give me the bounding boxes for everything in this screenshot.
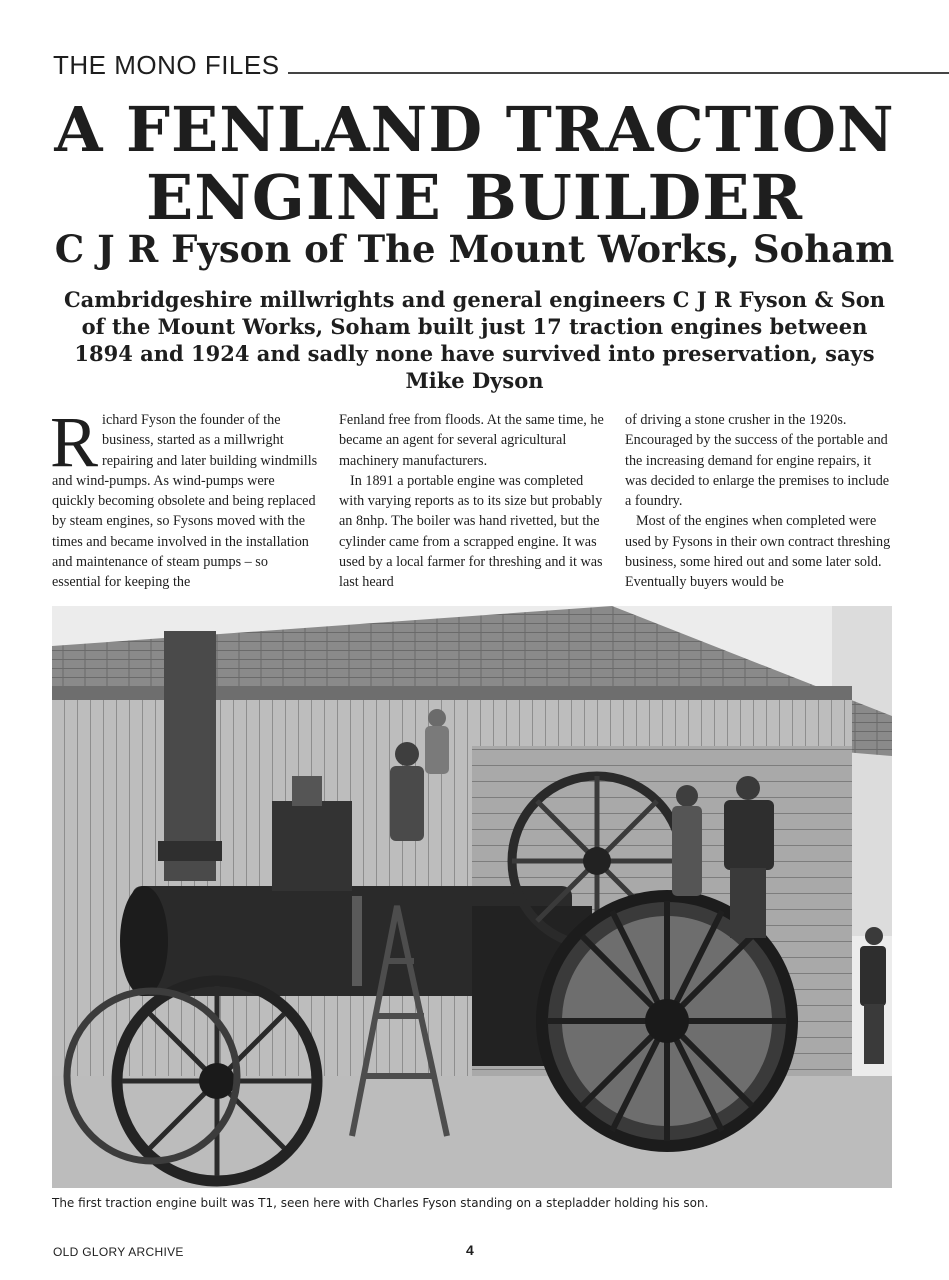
article-paragraph xyxy=(50,402,320,593)
article-column-2 xyxy=(339,410,607,593)
footer-publication: OLD GLORY ARCHIVE xyxy=(53,1245,184,1259)
photo-traction-engine xyxy=(52,606,892,1188)
article-paragraph: In 1891 a portable engine was completed with varying reports as to its size but probably an 8nhp. The boiler was hand rivetted, but the cylinder came from a scrapped engine. It was used by a local farmer for threshing and it was last heard xyxy=(339,472,603,591)
article-paragraph: Most of the engines when completed were used by Fysons in their own contract threshing business, some hired out and some later sold. Eventually buyers would be xyxy=(625,513,891,591)
headline-line-1: A FENLAND TRACTION xyxy=(54,93,895,166)
photo-illustration xyxy=(52,606,892,1188)
page-number: 4 xyxy=(466,1242,474,1258)
section-label: THE MONO FILES xyxy=(53,50,280,80)
section-rule xyxy=(288,72,949,74)
headline xyxy=(20,93,929,234)
section-header xyxy=(53,48,949,80)
photo-caption: The first traction engine built was T1, seen here with Charles Fyson standing on a stepladder holding his son. xyxy=(52,1196,709,1210)
subhead: C J R Fyson of The Mount Works, Soham xyxy=(54,227,895,271)
headline-line-2: ENGINE BUILDER xyxy=(145,161,803,234)
drop-cap: R xyxy=(50,402,99,482)
article-paragraph: Fenland free from floods. At the same time, he became an agent for several agricultural machinery manufacturers. xyxy=(339,412,604,469)
article-paragraph: of driving a stone crusher in the 1920s. Encouraged by the success of the portable and the increasing demand for engine repairs, it was decided to enlarge the premises to include a foundry. xyxy=(625,412,890,510)
paragraph-text: ichard Fyson the founder of the business, started as a millwright repairing and later building windmills and wind-pumps. As wind-pumps were quickly becoming obsolete and being replaced by steam engines, so Fysons moved with the times and became involved in the installation and maintenance of steam pumps – so essential for keeping the xyxy=(52,412,318,591)
article-column-1 xyxy=(50,402,320,593)
standfirst: Cambridgeshire millwrights and general engineers C J R Fyson & Son of the Mount Works, Soham built just 17 traction engines between 1894 and 1924 and sadly none have survived into preservation, says Mike Dyson xyxy=(63,287,886,393)
article-column-3 xyxy=(625,410,893,593)
article-body xyxy=(50,402,897,596)
